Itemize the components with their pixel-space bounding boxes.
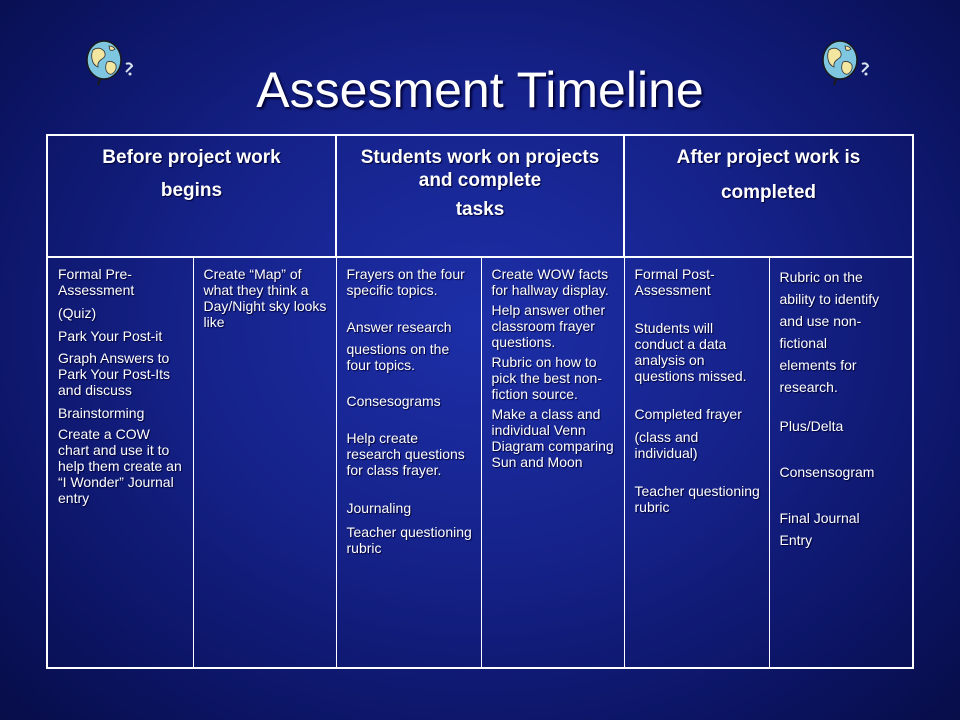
header-row xyxy=(47,135,913,257)
header-after-line2: completed xyxy=(720,182,817,203)
cell-item: Create “Map” of what they think a Day/Night sky looks like xyxy=(203,266,327,330)
header-before-line2: begins xyxy=(160,180,223,201)
cell-item: ability to identify xyxy=(779,291,880,307)
cell-item: Formal Post-Assessment xyxy=(634,266,715,298)
cell-item: Create WOW facts for hallway display. xyxy=(491,266,609,298)
cell-item: Journaling xyxy=(346,500,412,516)
cell-after-1 xyxy=(624,257,769,668)
cell-item: Teacher questioning rubric xyxy=(346,524,472,556)
cell-item: Brainstorming xyxy=(58,405,145,421)
cell-item: Entry xyxy=(779,532,813,548)
cell-item: fictional xyxy=(779,335,827,351)
cell-item: Help create research questions for class frayer. xyxy=(346,430,465,478)
cell-item: Plus/Delta xyxy=(779,418,844,434)
cell-item: Rubric on how to pick the best non-fiction source. xyxy=(491,354,603,402)
header-after xyxy=(624,135,913,257)
cell-before-1 xyxy=(47,257,193,668)
cell-item: Help answer other classroom frayer questions. xyxy=(491,302,606,350)
cell-item: Graph Answers to Park Your Post-Its and discuss xyxy=(58,350,171,398)
cell-item: Final Journal xyxy=(779,510,860,526)
cell-item: research. xyxy=(779,379,838,395)
cell-item: Formal Pre-Assessment xyxy=(58,266,135,298)
header-before xyxy=(47,135,336,257)
timeline-table xyxy=(46,134,914,669)
cell-after-2 xyxy=(769,257,913,668)
cell-during-1 xyxy=(336,257,481,668)
cell-item: Answer research xyxy=(346,319,452,335)
cell-item: Create a COW chart and use it to help them create an “I Wonder” Journal entry xyxy=(58,426,182,506)
cell-item: (class and individual) xyxy=(634,429,699,461)
cell-item: Consesograms xyxy=(346,393,441,409)
header-after-line1: After project work is xyxy=(676,147,861,168)
cell-item: and use non- xyxy=(779,313,862,329)
header-during-line2: tasks xyxy=(455,199,505,220)
cell-item: Completed frayer xyxy=(634,406,742,422)
cell-item: Rubric on the xyxy=(779,269,863,285)
cell-item: Students will conduct a data analysis on questions missed. xyxy=(634,320,747,384)
cell-item: elements for xyxy=(779,357,857,373)
cell-item: Frayers on the four specific topics. xyxy=(346,266,465,298)
header-during xyxy=(336,135,624,257)
cell-item: questions on the four topics. xyxy=(346,341,450,373)
header-during-line1: Students work on projects and complete xyxy=(360,147,600,191)
slide-title: Assesment Timeline xyxy=(256,62,704,118)
cell-item: Consensogram xyxy=(779,464,875,480)
cell-item: Make a class and individual Venn Diagram comparing Sun and Moon xyxy=(491,406,614,470)
cell-item: (Quiz) xyxy=(58,305,97,321)
content-row xyxy=(47,257,913,668)
cell-item: Park Your Post-it xyxy=(58,328,163,344)
header-before-line1: Before project work xyxy=(102,147,281,168)
cell-during-2 xyxy=(481,257,624,668)
cell-item: Teacher questioning rubric xyxy=(634,483,760,515)
cell-before-2 xyxy=(193,257,336,668)
